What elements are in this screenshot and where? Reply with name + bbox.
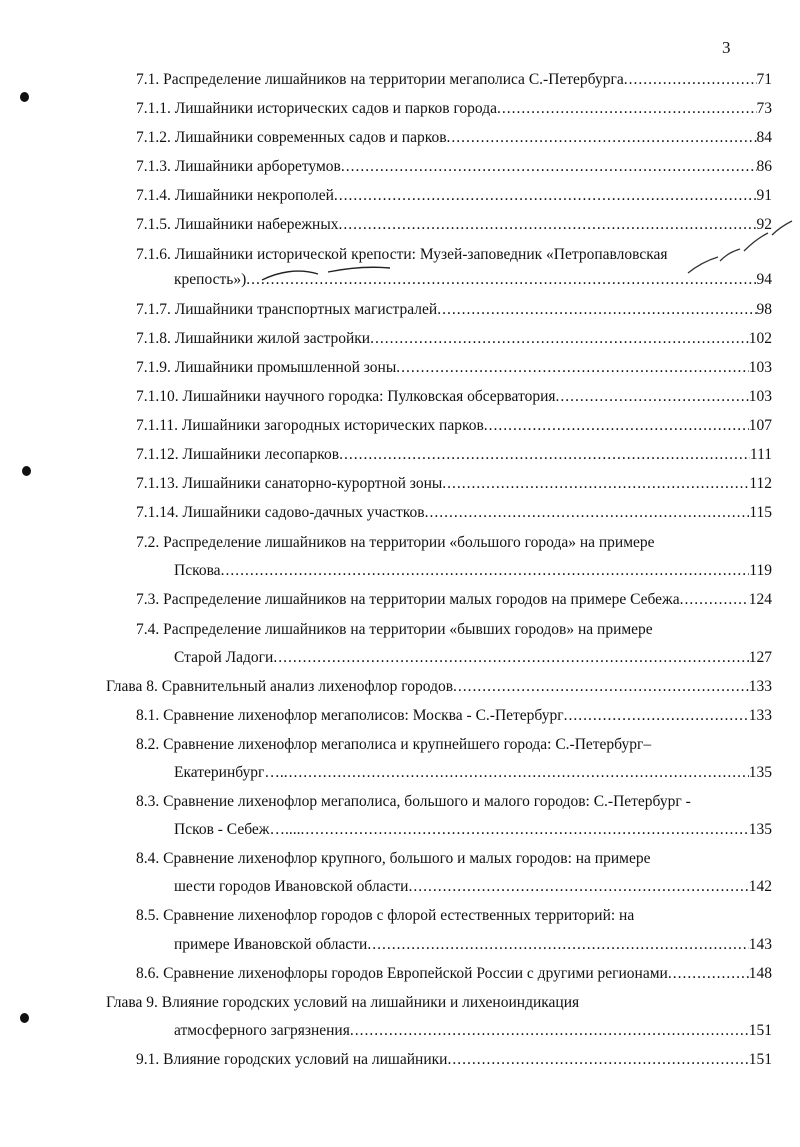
toc-leader-dots [367,935,748,955]
toc-line [174,648,772,668]
toc-title: крепость») [174,271,247,288]
toc-title: 8.4. Сравнение лихенофлор крупного, большого и малых городов: на примере [136,850,651,867]
toc-title: 8.3. Сравнение лихенофлор мегаполиса, большого и малого городов: С.-Петербург - [136,793,691,810]
toc-page-number: 151 [748,1051,772,1068]
toc-leader-dots [408,877,748,897]
toc-line [136,70,772,90]
toc-leader-dots [341,157,757,177]
toc-line [174,763,772,783]
toc-leader-dots [624,70,757,90]
toc-title: 7.1.13. Лишайники санаторно-курортной зоны [136,475,443,492]
toc-leader-dots [447,1050,748,1070]
toc-title: 7.1.11. Лишайники загородных исторических парков [136,417,484,434]
toc-line [136,387,772,407]
toc-line [136,416,772,436]
toc-title: 8.1. Сравнение лихенофлор мегаполисов: Москва - С.-Петербург [136,707,564,724]
toc-title: 7.2. Распределение лишайников на территории «большого города» на примере [136,534,655,551]
toc-title: 8.6. Сравнение лихенофлоры городов Европейской России с другими регионами [136,965,668,982]
toc-page-number: 133 [748,707,772,724]
toc-line [136,99,772,119]
toc-leader-dots [334,186,757,206]
toc-leader-dots [497,99,757,119]
toc-page-number: 115 [749,504,772,521]
toc-line [136,186,772,206]
toc-page-number: 133 [748,678,772,695]
toc-leader-dots [425,503,750,523]
toc-title: 7.1.2. Лишайники современных садов и парков [136,129,447,146]
toc-leader-dots [447,128,757,148]
toc-title: 7.1. Распределение лишайников на территории мегаполиса С.-Петербурга [136,71,624,88]
toc-line [136,590,772,610]
toc-page-number: 71 [756,71,772,88]
toc-line [136,300,772,320]
toc-line [136,1050,772,1070]
toc-leader-dots [564,706,749,726]
toc-page-number: 148 [748,965,772,982]
toc-leader-dots [668,964,749,984]
page-number: 3 [722,38,731,57]
toc-page-number: 142 [748,878,772,895]
toc-leader-dots [350,1021,749,1041]
toc-leader-dots [453,677,749,697]
toc-line [174,877,772,897]
toc-leader-dots [484,416,749,436]
toc-page-number: 112 [749,475,772,492]
toc-title: 7.1.7. Лишайники транспортных магистралей [136,301,438,318]
toc-line [136,358,772,378]
toc-leader-dots [221,561,750,581]
toc-title: 7.1.6. Лишайники исторической крепости: Музей-заповедник «Петропавловская [136,246,668,263]
toc-title: Глава 9. Влияние городских условий на лишайники и лихеноиндикация [106,994,580,1011]
toc-page-number: 102 [748,330,772,347]
toc-leader-dots [680,590,749,610]
toc-page-number: 119 [749,562,772,579]
toc-title: 7.1.4. Лишайники некрополей [136,187,334,204]
toc-line [174,561,772,581]
toc-page-number: 124 [748,591,772,608]
toc-title: 7.4. Распределение лишайников на территории «бывших городов» на примере [136,621,653,638]
toc-page-number: 103 [748,359,772,376]
toc-title: Псков - Себеж….... [174,821,301,838]
toc-page-number: 127 [748,649,772,666]
toc-title: 7.1.12. Лишайники лесопарков [136,446,340,463]
toc-title: шести городов Ивановской области [174,878,409,895]
binding-hole-mark [20,1013,29,1023]
toc-line [136,964,772,984]
toc-title: 8.2. Сравнение лихенофлор мегаполиса и крупнейшего города: С.-Петербург– [136,736,652,753]
toc-title: Глава 8. Сравнительный анализ лихенофлор городов [106,678,454,695]
toc-leader-dots [556,387,749,407]
toc-title: Екатеринбург…. [174,764,284,781]
toc-title: примере Ивановской области [174,936,368,953]
toc-line [136,157,772,177]
toc-leader-dots [339,445,750,465]
toc-page-number: 143 [748,936,772,953]
toc-page-number: 107 [748,417,772,434]
toc-leader-dots [300,820,748,840]
toc-title: 7.1.5. Лишайники набережных [136,216,339,233]
toc-page-number: 73 [756,100,772,117]
binding-hole-mark [22,466,31,476]
toc-page-number: 91 [756,187,772,204]
underline-scribble-icon [258,262,398,286]
toc-line [174,1021,772,1041]
toc-line [136,706,772,726]
toc-line [136,503,772,523]
toc-title: 7.1.9. Лишайники промышленной зоны [136,359,397,376]
toc-line [136,329,772,349]
toc-title: 7.1.10. Лишайники научного городка: Пулковская обсерватория [136,388,556,405]
toc-line [174,820,772,840]
toc-title: 7.1.3. Лишайники арборетумов [136,158,341,175]
toc-title: 7.1.14. Лишайники садово-дачных участков [136,504,425,521]
toc-page-number: 94 [756,271,772,288]
toc-line [136,445,772,465]
toc-title: атмосферного загрязнения [174,1022,350,1039]
toc-leader-dots [442,474,749,494]
toc-title: 8.5. Сравнение лихенофлор городов с флорой естественных территорий: на [136,907,635,924]
toc-page-number: 103 [748,388,772,405]
toc-leader-dots [396,358,749,378]
toc-page-number: 86 [756,158,772,175]
toc-leader-dots [370,329,749,349]
toc-page-number: 98 [756,301,772,318]
binding-hole-mark [20,92,29,102]
toc-title: 7.1.1. Лишайники исторических садов и парков города [136,100,497,117]
toc-line [136,128,772,148]
toc-page-number: 92 [756,216,772,233]
toc-page-number: 151 [748,1022,772,1039]
toc-line [106,677,772,697]
toc-line [136,474,772,494]
toc-page-number: 135 [748,764,772,781]
toc-line [174,935,772,955]
toc-page-number: 135 [748,821,772,838]
toc-leader-dots [437,300,756,320]
toc-leader-dots [273,648,748,668]
toc-title: 9.1. Влияние городских условий на лишайники [136,1051,448,1068]
toc-page-number: 84 [756,129,772,146]
toc-title: Старой Ладоги [174,649,274,666]
toc-page-number: 111 [749,446,772,463]
toc-title: 7.1.8. Лишайники жилой застройки [136,330,371,347]
handwritten-scribble-icon [668,215,798,285]
toc-title: Пскова [174,562,221,579]
toc-title: 7.3. Распределение лишайников на территории малых городов на примере Себежа [136,591,680,608]
toc-leader-dots [284,763,749,783]
